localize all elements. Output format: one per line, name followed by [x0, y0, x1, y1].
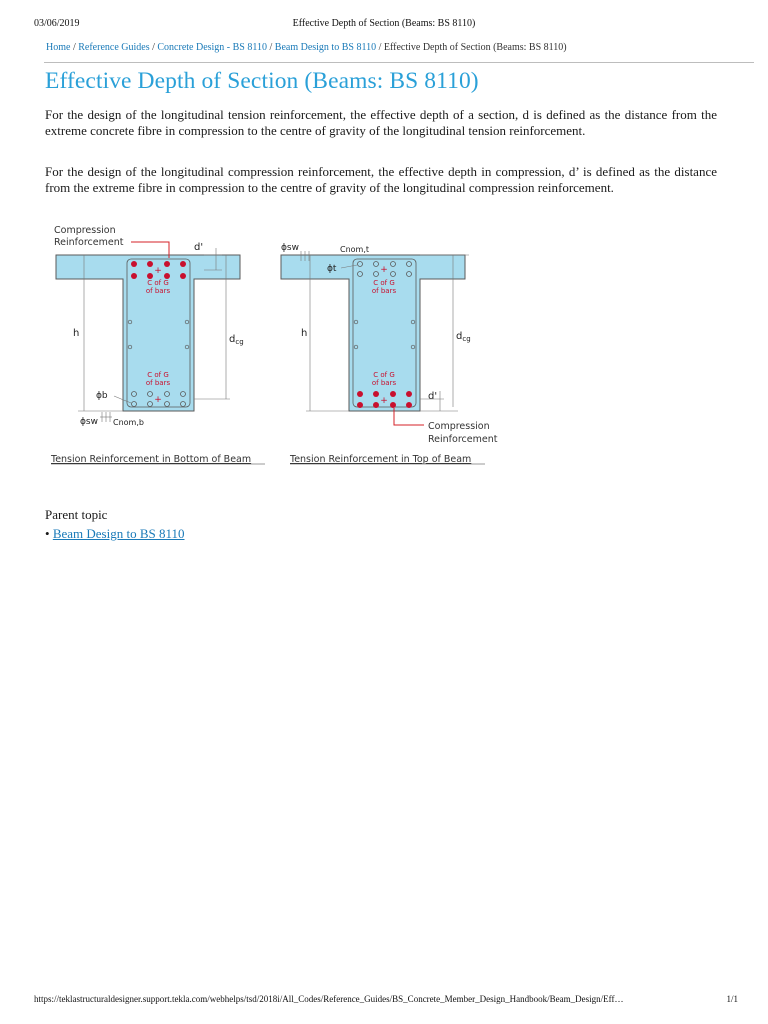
breadcrumb-concrete-design[interactable]: Concrete Design - BS 8110	[157, 42, 267, 53]
right-phi-t: ϕt	[327, 264, 337, 274]
left-d-prime: d'	[194, 242, 204, 253]
breadcrumb-separator: /	[376, 42, 384, 53]
rebar	[357, 402, 363, 408]
right-phi-sw: ϕsw	[281, 243, 299, 253]
rebar	[164, 261, 170, 267]
breadcrumb-separator: /	[70, 42, 79, 53]
left-cnom-b: Cnom,b	[113, 418, 144, 427]
cog-plus: +	[380, 396, 388, 406]
left-cog-bot-2: of bars	[145, 379, 171, 387]
page-number: 1/1	[726, 994, 738, 1004]
right-d-prime: d'	[428, 391, 438, 402]
rebar	[373, 402, 379, 408]
rebar	[180, 261, 186, 267]
right-compression-label-1: Compression	[428, 421, 490, 432]
cog-plus: +	[380, 265, 388, 275]
right-cnom-t: Cnom,t	[340, 245, 370, 254]
left-phi-sw: ϕsw	[80, 417, 98, 427]
rebar	[406, 402, 412, 408]
cog-plus: +	[154, 395, 162, 405]
parent-topic-label: Parent topic	[45, 507, 108, 522]
print-date: 03/06/2019	[34, 18, 80, 29]
rebar	[390, 402, 396, 408]
rebar	[131, 273, 137, 279]
parent-topic-link[interactable]: Beam Design to BS 8110	[52, 526, 185, 541]
left-caption: Tension Reinforcement in Bottom of Beam	[51, 454, 252, 465]
left-cog-top-1: C of G	[147, 279, 169, 287]
breadcrumb-home[interactable]: Home	[46, 42, 71, 53]
right-cog-bot-1: C of G	[373, 371, 395, 379]
bullet: •	[45, 526, 50, 541]
right-compression-label-2: Reinforcement	[428, 434, 498, 445]
print-footer	[34, 994, 738, 1006]
header-divider	[44, 62, 754, 63]
right-cog-top-1: C of G	[373, 279, 395, 287]
left-compression-label-1: Compression	[54, 225, 116, 236]
right-h-label: h	[301, 328, 308, 339]
parent-topic-item	[45, 526, 185, 542]
diagram-svg	[44, 218, 514, 473]
left-cog-bot-1: C of G	[147, 371, 169, 379]
rebar	[147, 261, 153, 267]
right-beam-section	[281, 243, 498, 465]
right-cog-top-2: of bars	[371, 287, 397, 295]
rebar	[357, 391, 363, 397]
rebar	[180, 273, 186, 279]
breadcrumb-current: Effective Depth of Section (Beams: BS 8110)	[383, 42, 567, 53]
left-compression-label-2: Reinforcement	[54, 237, 124, 248]
print-title: Effective Depth of Section (Beams: BS 8110)	[292, 18, 476, 29]
rebar	[406, 391, 412, 397]
left-phi-b: ϕb	[96, 391, 108, 401]
left-h-label: h	[73, 328, 80, 339]
print-url: https://teklastructuraldesigner.support.tekla.com/webhelps/tsd/2018i/All_Codes/Reference_Guides/BS_Concrete_Member_Design_Handbook/Beam_Design/Eff…	[34, 994, 624, 1004]
right-caption: Tension Reinforcement in Top of Beam	[290, 454, 472, 465]
paragraph-compression-depth: For the design of the longitudinal compression reinforcement, the effective depth in compression, d’ is defined as the distance from the extreme fibre in compression to the centre of gravity of the longitudinal compression reinforcement.	[45, 164, 717, 195]
left-cog-top-2: of bars	[145, 287, 171, 295]
left-beam-section	[50, 225, 265, 465]
breadcrumb-separator: /	[267, 42, 275, 53]
breadcrumb-beam-design[interactable]: Beam Design to BS 8110	[274, 42, 377, 53]
page-title: Effective Depth of Section (Beams: BS 8110)	[45, 68, 479, 94]
paragraph-tension-depth: For the design of the longitudinal tension reinforcement, the effective depth of a section, d is defined as the distance from the extreme concrete fibre in compression to the centre of gravity of the longitudinal tension reinforcement.	[45, 107, 717, 138]
breadcrumb	[46, 42, 738, 53]
breadcrumb-separator: /	[149, 42, 158, 53]
rebar	[390, 391, 396, 397]
rebar	[373, 391, 379, 397]
right-dcg-label: $d_{cg}$	[456, 331, 471, 343]
cog-plus: +	[154, 266, 162, 276]
left-dcg-label: $d_{cg}$	[229, 334, 244, 346]
rebar	[131, 261, 137, 267]
right-cog-bot-2: of bars	[371, 379, 397, 387]
effective-depth-diagram	[44, 218, 514, 473]
breadcrumb-reference-guides[interactable]: Reference Guides	[78, 42, 150, 53]
print-header	[34, 18, 734, 30]
